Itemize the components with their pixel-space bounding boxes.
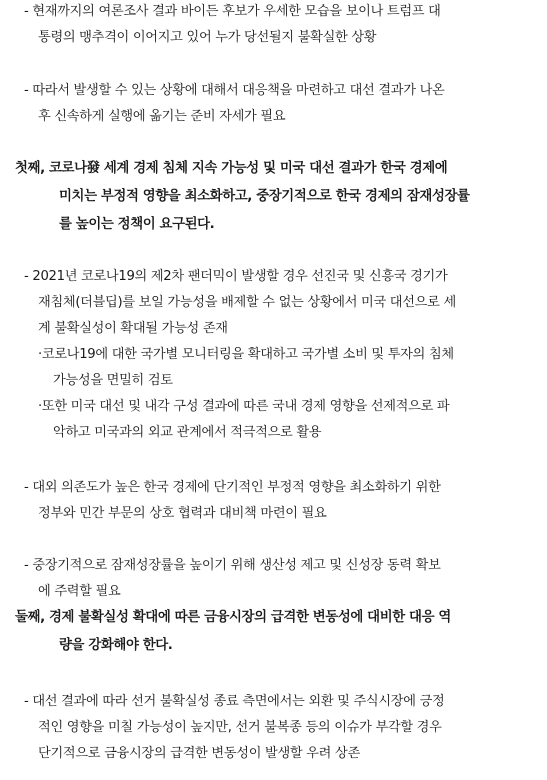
paragraph-3-line-1: - 2021년 코로나19의 제2차 팬더믹이 발생할 경우 선진국 및 신흥국 경기가 — [24, 269, 448, 284]
paragraph-4-line-1: - 대외 의존도가 높은 한국 경제에 단기적인 부정적 영향을 최소화하기 위한 — [24, 480, 441, 495]
paragraph-6-line-1: - 대선 결과에 따라 선거 불확실성 종료 측면에서는 외환 및 주식시장에 긍정 — [24, 694, 445, 709]
bullet-2-line-1: ·또한 미국 대선 및 내각 구성 결과에 따른 국내 경제 영향을 선제적으로 파 — [38, 399, 450, 414]
paragraph-4-line-2: 정부와 민간 부문의 상호 협력과 대비책 마련이 필요 — [38, 506, 327, 521]
paragraph-5-line-2: 에 주력할 필요 — [38, 584, 121, 599]
heading-2-line-1: 둘째, 경제 불확실성 확대에 따른 금융시장의 급격한 변동성에 대비한 대응 역 — [15, 610, 451, 625]
paragraph-1-line-2: 통령의 맹추격이 이어지고 있어 누가 당선될지 불확실한 상황 — [38, 30, 377, 45]
bullet-2-line-2: 악하고 미국과의 외교 관계에서 적극적으로 활용 — [53, 425, 322, 440]
paragraph-1-line-1: - 현재까지의 여론조사 결과 바이든 후보가 우세한 모습을 보이나 트럼프 대 — [24, 4, 441, 19]
paragraph-2-line-2: 후 신속하게 실행에 옮기는 준비 자세가 필요 — [38, 109, 286, 124]
heading-1-line-1: 첫째, 코로나發 세계 경제 침체 지속 가능성 및 미국 대선 결과가 한국 경제에 — [15, 161, 448, 176]
bullet-1-line-2: 가능성을 면밀히 검토 — [53, 373, 173, 388]
heading-1-line-2: 미치는 부정적 영향을 최소화하고, 중장기적으로 한국 경제의 잠재성장률 — [59, 189, 470, 204]
bullet-1-line-1: ·코로나19에 대한 국가별 모니터링을 확대하고 국가별 소비 및 투자의 침체 — [38, 347, 454, 362]
paragraph-6-line-3: 단기적으로 금융시장의 급격한 변동성이 발생할 우려 상존 — [38, 746, 360, 761]
paragraph-5-line-1: - 중장기적으로 잠재성장률을 높이기 위해 생산성 제고 및 신성장 동력 확보 — [24, 558, 441, 573]
paragraph-3-line-2: 재침체(더블딥)를 보일 가능성을 배제할 수 없는 상황에서 미국 대선으로 세 — [38, 295, 456, 310]
heading-2-line-2: 량을 강화해야 한다. — [59, 638, 173, 653]
paragraph-6-line-2: 적인 영향을 미칠 가능성이 높지만, 선거 불복종 등의 이슈가 부각할 경우 — [38, 720, 442, 735]
paragraph-2-line-1: - 따라서 발생할 수 있는 상황에 대해서 대응책을 마련하고 대선 결과가 나온 — [24, 83, 445, 98]
paragraph-3-line-3: 계 불확실성이 확대될 가능성 존재 — [38, 321, 228, 336]
heading-1-line-3: 를 높이는 정책이 요구된다. — [59, 217, 215, 232]
